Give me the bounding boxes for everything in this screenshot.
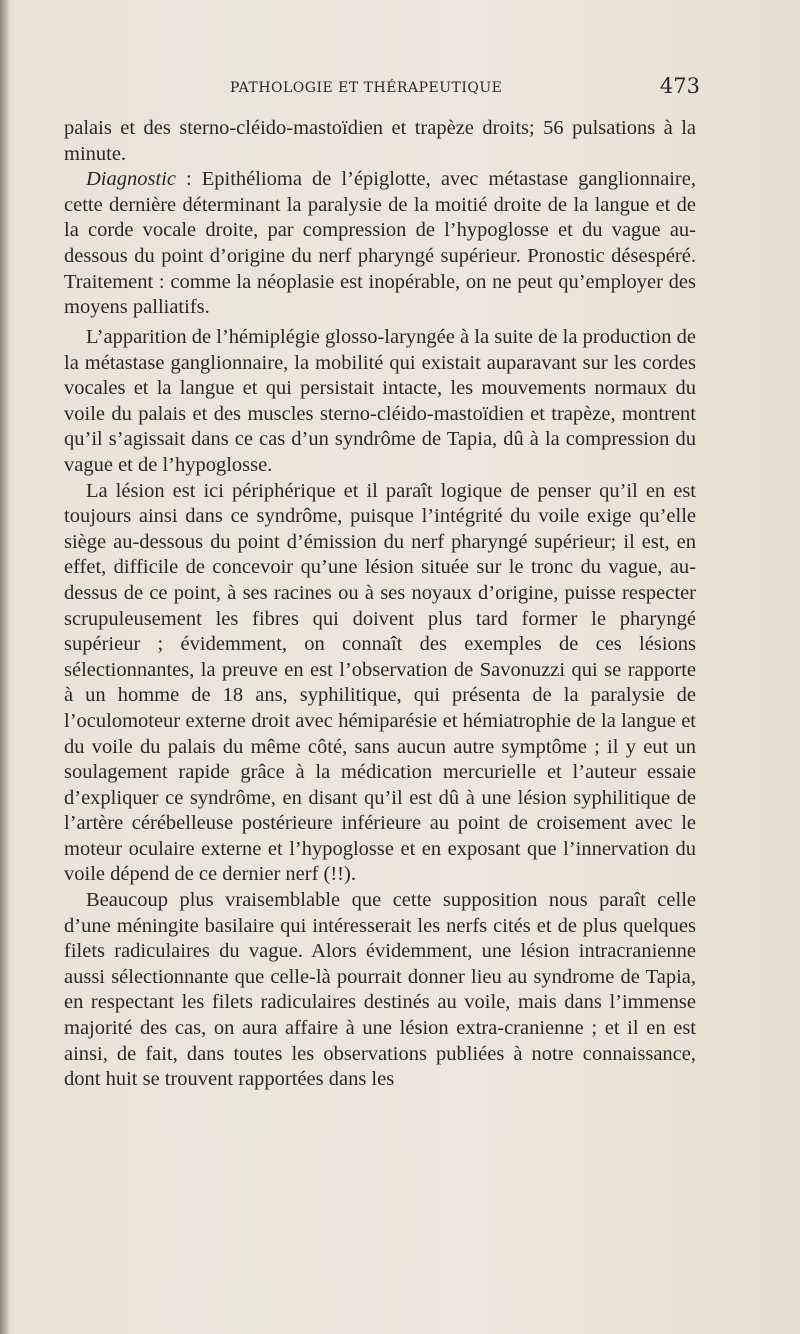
page-gutter	[0, 0, 10, 1334]
paragraph-apparition: L’apparition de l’hémiplégie glosso-laryngée à la suite de la production de la métastase ganglionnaire, la mobilité qui existait auparavant sur les cordes vocales et la langue et qui persistait intacte, les mouvements normaux du voile du palais et des muscles sterno-cléido-mastoïdien et trapèze, montrent qu’il s’agissait dans ce cas d’un syndrôme de Tapia, dû à la compression du vague et de l’hypoglosse.	[64, 326, 696, 476]
text-block-main	[64, 325, 696, 1093]
page-number: 473	[659, 74, 700, 98]
paragraph-lesion: La lésion est ici périphérique et il paraît logique de penser qu’il en est toujours ainsi dans ce syndrôme, puisque l’intégrité du voile exige qu’elle siège au-dessous du point d’émission du nerf pharyngé supérieur; il est, en effet, difficile de concevoir qu’une lésion située sur le tronc du vague, au-dessus de ce point, à ses racines ou à ses noyaux d’origine, puisse respecter scrupuleusement les fibres qui doivent plus tard former le pharyngé supérieur ; évidemment, on connaît des exemples de ces lésions sélectionnantes, la preuve en est l’observation de Savonuzzi qui se rapporte à un homme de 18 ans, syphilitique, qui présenta de la paralysie de l’oculomoteur externe droit avec hémiparésie et hémiatrophie de la langue et du voile du palais du même côté, sans aucun autre symptôme ; il y eut un soulagement rapide grâce à la médication mercurielle et l’auteur essaie d’expliquer ce syndrôme, en disant qu’il est dû à une lésion syphilitique de l’artère cérébelleuse postérieure inférieure au point de croisement avec le moteur oculaire externe et l’hypoglosse et en exposant que l’innervation du voile dépend de ce dernier nerf (!!).	[64, 479, 696, 886]
running-head: PATHOLOGIE ET THÉRAPEUTIQUE	[230, 80, 503, 96]
paragraph-beaucoup: Beaucoup plus vraisemblable que cette supposition nous paraît celle d’une méningite basilaire qui intéresserait les nerfs cités et de plus quelques filets radiculaires du vague. Alors évidemment, une lésion intracranienne aussi sélectionnante que celle-là pourrait donner lieu au syndrome de Tapia, en respectant les filets radiculaires destinés au voile, mais dans l’immense majorité des cas, on aura affaire à une lésion extra-cranienne ; et il en est ainsi, de fait, dans toutes les observations publiées à notre connaissance, dont huit se trouvent rapportées dans les	[64, 889, 696, 1091]
text-block-top	[64, 116, 696, 321]
diagnostic-label: Diagnostic	[86, 168, 176, 191]
diagnostic-text: : Epithélioma de l’épiglotte, avec métastase ganglionnaire, cette dernière déterminant la paralysie de la moitié droite de la langue et de la corde vocale droite, par compression de l’hypoglosse et du vague au-dessous du point d’origine du nerf pharyngé supérieur. Pronostic désespéré. Traitement : comme la néoplasie est inopérable, on ne peut qu’employer des moyens palliatifs.	[64, 168, 696, 319]
page-header	[230, 74, 700, 104]
paragraph-diagnostic	[64, 167, 696, 321]
paragraph-continuation: palais et des sterno-cléido-mastoïdien et trapèze droits; 56 pulsations à la minute.	[64, 117, 696, 165]
